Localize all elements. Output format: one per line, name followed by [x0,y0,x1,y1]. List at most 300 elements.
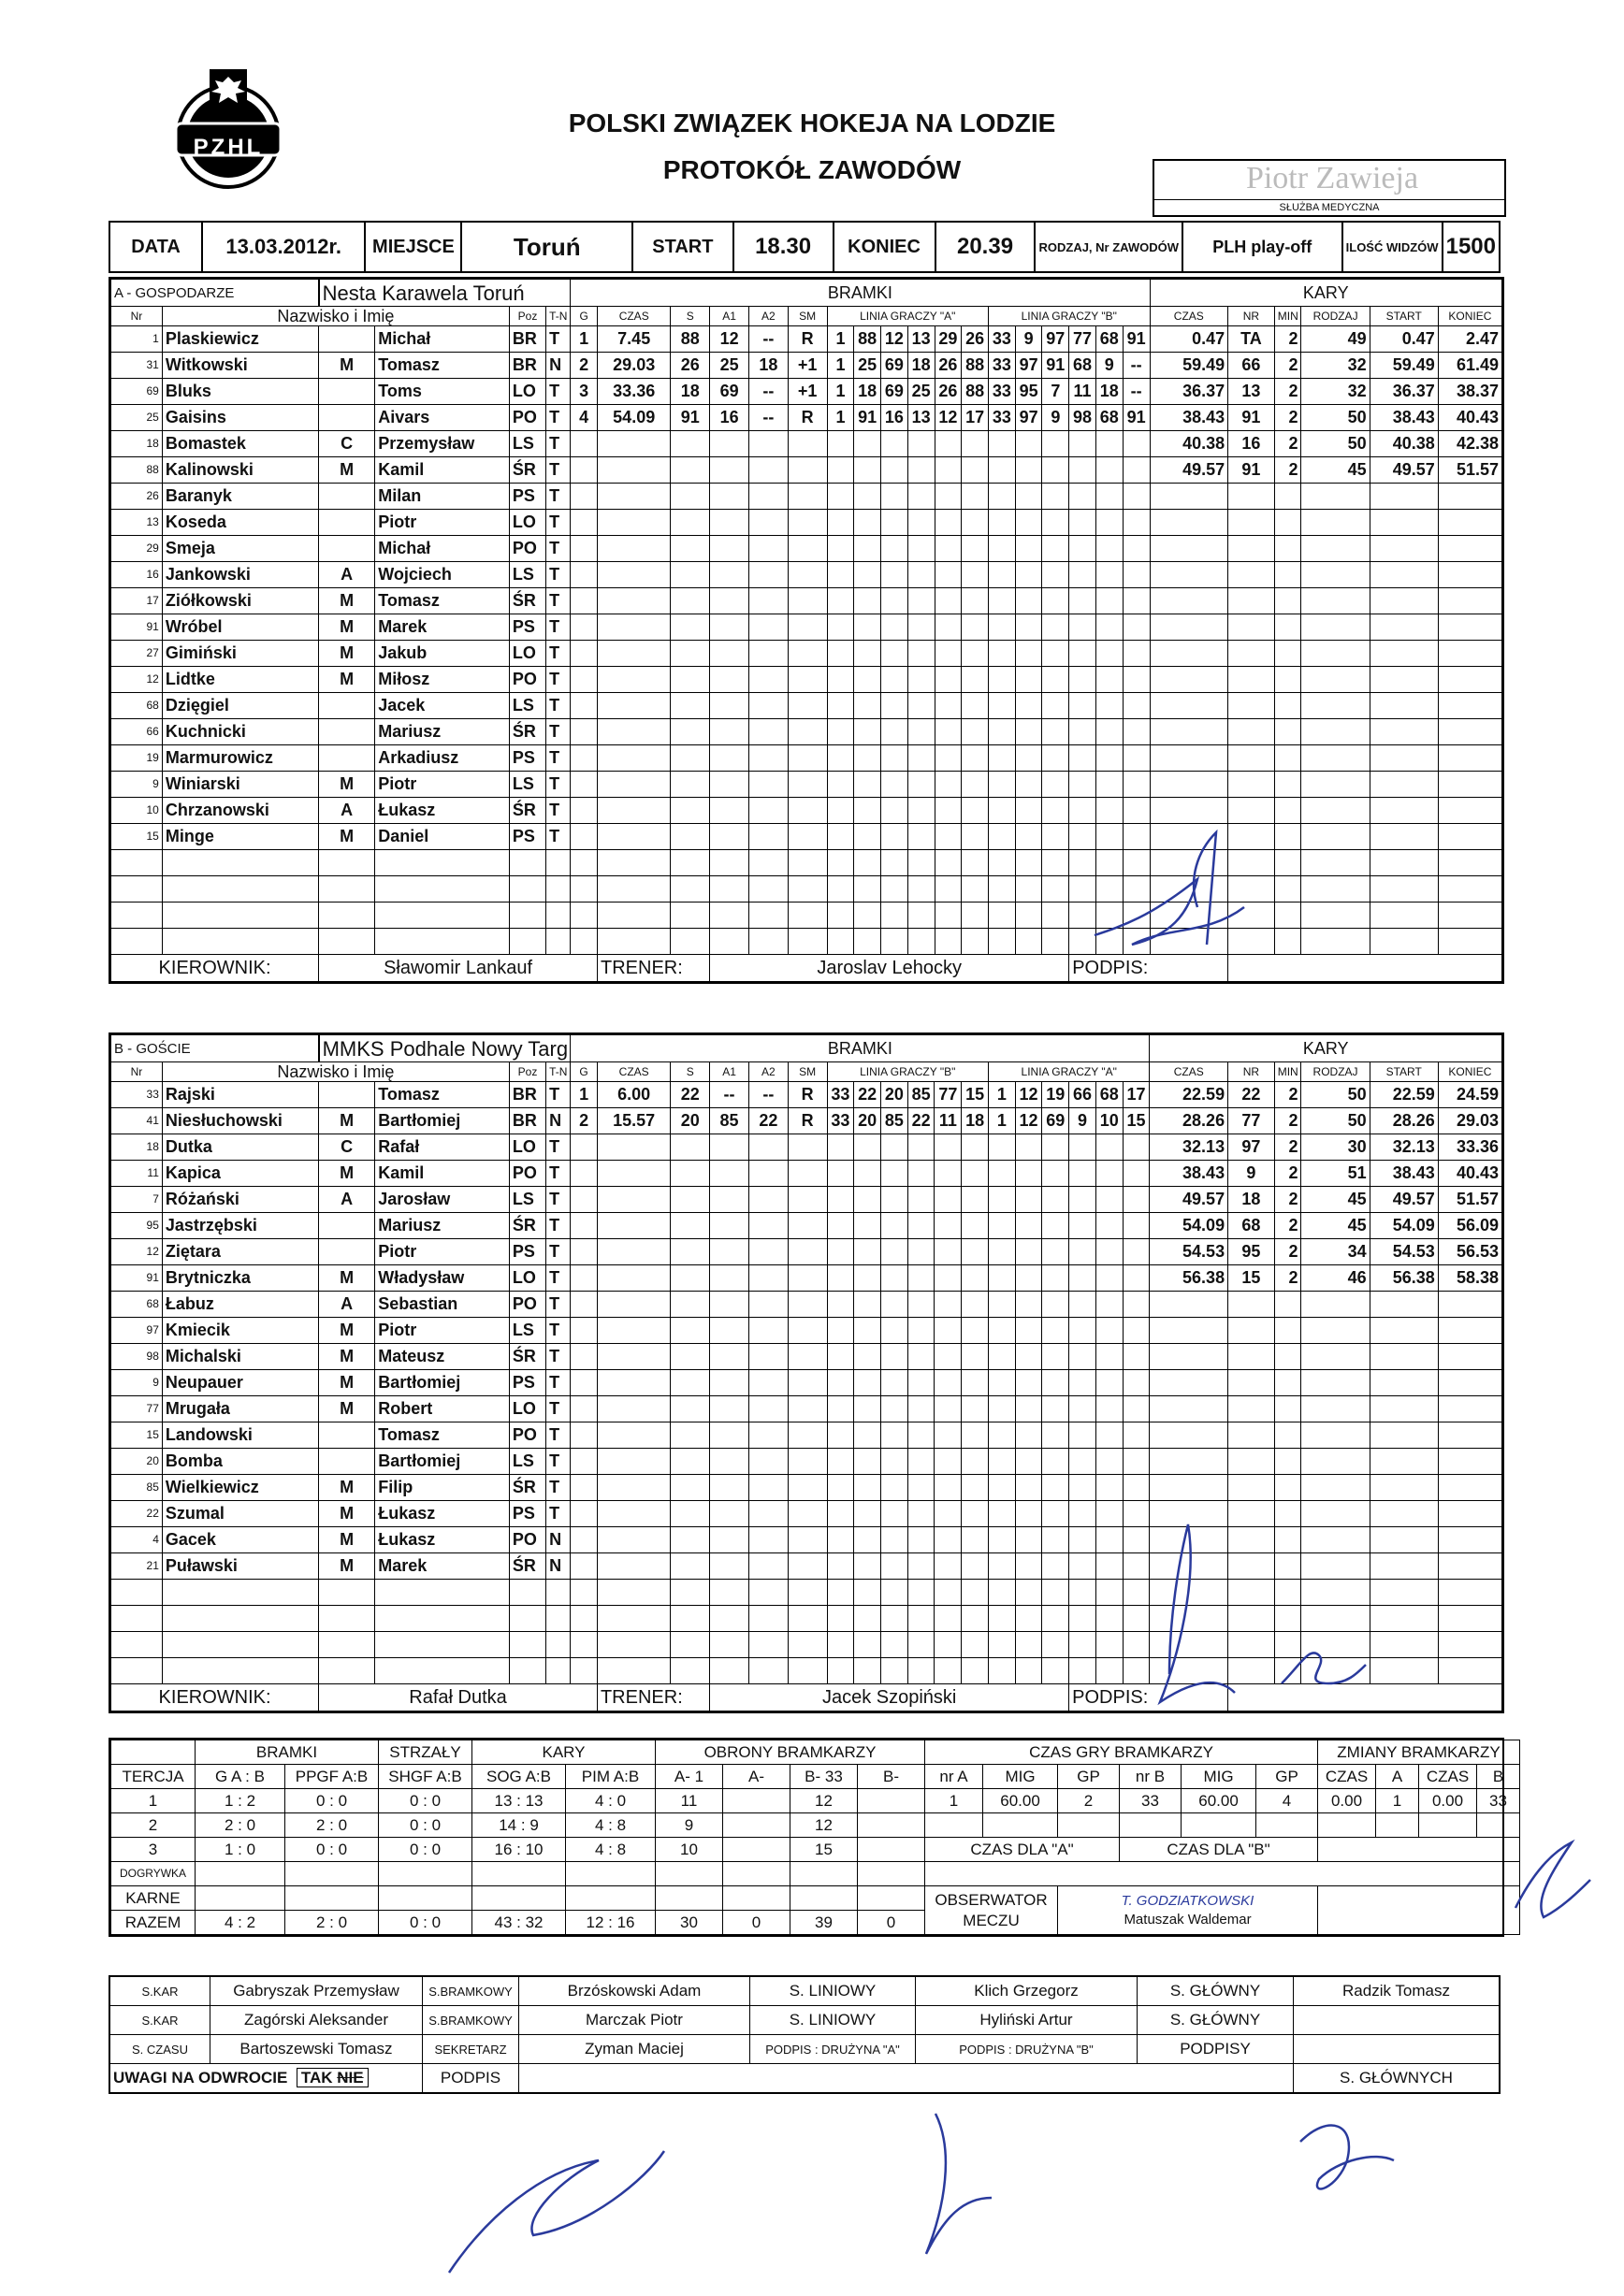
penalty-cell: 2 [1274,1082,1301,1108]
player-surname: Kalinowski [162,457,318,484]
teamB-side-label: B - GOŚCIE [111,1035,319,1062]
penalty-cell: 46 [1301,1265,1370,1292]
sum-col-sog: SOG A:B [472,1765,566,1789]
player-surname: Gacek [162,1527,318,1553]
table-row [111,379,1502,405]
goal-cell: 33.36 [598,379,671,405]
start-value: 18.30 [733,222,834,272]
player-number: 12 [111,1239,163,1265]
place-value: Toruń [461,222,632,272]
observer-box [1058,1886,1318,1935]
teamB-table [110,1034,1502,1711]
player-surname: Wielkiewicz [162,1475,318,1501]
col-name: Nazwisko i Imię [162,307,509,326]
sum-col-ppgf: PPGF A:B [285,1765,379,1789]
player-number: 11 [111,1161,163,1187]
player-surname: Gimiński [162,641,318,667]
player-firstname: Marek [375,614,510,641]
goal-cell: 13 [907,405,935,431]
player-position: PS [509,1501,545,1527]
teamA-goals-title: BRAMKI [571,280,1150,307]
player-marker [319,1213,375,1239]
player-position: LO [509,1396,545,1422]
player-firstname: Michał [375,326,510,353]
teamA-name: Nesta Karawela Toruń [319,280,571,307]
goal-cell: 33 [988,379,1015,405]
player-firstname: Bartłomiej [375,1108,510,1134]
player-number: 10 [111,798,163,824]
player-position: PO [509,1292,545,1318]
penalty-cell: 66 [1228,353,1275,379]
saves-cell: 11 [656,1789,723,1813]
total-pim: 12 : 16 [566,1911,656,1935]
table-row [111,588,1502,614]
player-tn: T [546,641,571,667]
goal-judge-2: Marczak Piotr [519,2006,750,2035]
goal-cell: 2 [571,353,598,379]
head-referee-1: Radzik Tomasz [1294,1976,1501,2006]
player-firstname: Mateusz [375,1344,510,1370]
teamB-signature-label: PODPIS: [1069,1684,1228,1711]
penalty-cell: 56.53 [1438,1239,1501,1265]
penalty-cell: 38.43 [1150,1161,1228,1187]
col-line-second: LINIA GRACZY "A" [988,1062,1150,1082]
player-firstname: Tomasz [375,1082,510,1108]
player-tn: T [546,1370,571,1396]
player-marker [319,719,375,745]
goal-cell: 85 [881,1108,908,1134]
goal-cell: 33 [988,326,1015,353]
penalty-cell: 2 [1274,1265,1301,1292]
table-row [111,850,1502,876]
col-tn: T-N [546,307,571,326]
penalty-cell: 34 [1301,1239,1370,1265]
player-position: LS [509,1318,545,1344]
table-row [111,1606,1502,1632]
player-surname: Marmurowicz [162,745,318,772]
penalty-cell: 0.47 [1370,326,1438,353]
player-surname: Witkowski [162,353,318,379]
table-row [111,614,1502,641]
player-tn: T [546,484,571,510]
sum-col-b33: B- 33 [790,1765,858,1789]
player-number: 13 [111,510,163,536]
ppg-pair: 2 : 0 [285,1813,379,1838]
sum-col-zb: B [1477,1765,1520,1789]
col-pen-min: MIN [1274,307,1301,326]
goal-cell: 2 [571,1108,598,1134]
penalty-cell: 50 [1301,1108,1370,1134]
player-marker: M [319,1161,375,1187]
pim-pair: 4 : 8 [566,1813,656,1838]
goal-cell: 3 [571,379,598,405]
player-position: BR [509,1082,545,1108]
goal-cell: 1 [827,326,854,353]
penalty-cell: 77 [1228,1108,1275,1134]
player-marker: C [319,1134,375,1161]
player-surname: Jankowski [162,562,318,588]
player-position: LO [509,1134,545,1161]
player-firstname: Michał [375,536,510,562]
penalty-cell: 22.59 [1150,1082,1228,1108]
player-number: 95 [111,1213,163,1239]
player-surname: Landowski [162,1422,318,1449]
player-number: 9 [111,1370,163,1396]
teamB-coach: Jacek Szopiński [710,1684,1069,1711]
player-marker: C [319,431,375,457]
ppg-pair: 0 : 0 [285,1789,379,1813]
penalty-cell: 24.59 [1438,1082,1501,1108]
player-number: 26 [111,484,163,510]
match-header-table [109,221,1501,273]
penalty-cell: 59.49 [1370,353,1438,379]
player-position: PS [509,1239,545,1265]
player-firstname: Łukasz [375,798,510,824]
penalty-cell: 51.57 [1438,457,1501,484]
player-position: PS [509,484,545,510]
player-number: 17 [111,588,163,614]
player-firstname: Piotr [375,1239,510,1265]
team-b-section [109,1032,1504,1713]
player-marker: M [319,824,375,850]
table-row [111,1318,1502,1344]
goal-cell: 7.45 [598,326,671,353]
goal-cell: 33 [988,353,1015,379]
penalty-cell: 49.57 [1150,457,1228,484]
goal-cell: 18 [748,353,788,379]
player-marker [319,536,375,562]
player-tn: T [546,1265,571,1292]
linesman-1: Klich Grzegorz [916,1976,1138,2006]
table-row [111,641,1502,667]
player-surname: Różański [162,1187,318,1213]
player-position: LS [509,1187,545,1213]
penalty-cell: 54.09 [1370,1213,1438,1239]
goal-cell: 11 [1069,379,1096,405]
teamB-manager: Rafał Dutka [319,1684,598,1711]
goals-pair: 1 : 2 [196,1789,285,1813]
player-tn: N [546,1553,571,1580]
player-number: 18 [111,431,163,457]
player-number: 66 [111,719,163,745]
penalty-cell: 2 [1274,457,1301,484]
col-pen-nr: NR [1228,1062,1275,1082]
timekeeper-label: S. CZASU [109,2035,210,2064]
player-position: PO [509,405,545,431]
col-sm: SM [788,1062,827,1082]
col-line-first: LINIA GRACZY "B" [827,1062,988,1082]
table-row [111,457,1502,484]
penalty-cell: 56.38 [1150,1265,1228,1292]
goal-cell: 18 [907,353,935,379]
goal-cell: 26 [671,353,710,379]
penalty-cell: 54.53 [1370,1239,1438,1265]
penalty-cell: 33.36 [1438,1134,1501,1161]
goal-cell: -- [1123,379,1150,405]
player-marker: M [319,667,375,693]
player-number: 68 [111,1292,163,1318]
protocol-title: PROTOKÓŁ ZAWODÓW [662,155,962,184]
penalty-cell: 59.49 [1150,353,1228,379]
penalty-cell: 45 [1301,1213,1370,1239]
player-surname: Kmiecik [162,1318,318,1344]
penalty-cell: 2.47 [1438,326,1501,353]
player-marker [319,1082,375,1108]
table-row [111,798,1502,824]
col-pen-type: RODZAJ [1301,307,1370,326]
player-number: 97 [111,1318,163,1344]
player-position: PO [509,536,545,562]
summary-table [110,1740,1520,1935]
table-row [111,510,1502,536]
goal-cell: 69 [1042,1108,1069,1134]
shots-pair: 13 : 13 [472,1789,566,1813]
change-b: 33 [1477,1789,1520,1813]
penalty-cell: 28.26 [1370,1108,1438,1134]
player-surname: Kapica [162,1161,318,1187]
penalty-cell: 38.43 [1150,405,1228,431]
saves-cell [723,1838,790,1862]
player-firstname: Łukasz [375,1527,510,1553]
player-position: ŚR [509,1213,545,1239]
col-line-second: LINIA GRACZY "B" [988,307,1150,326]
goal-cell: 17 [962,405,989,431]
player-tn: T [546,379,571,405]
player-tn: T [546,614,571,641]
time-for-a-label: CZAS DLA "A" [925,1838,1120,1862]
table-row [111,1187,1502,1213]
penalty-cell: 29.03 [1438,1108,1501,1134]
table-row [111,1553,1502,1580]
teamA-penalties-title: KARY [1150,280,1502,307]
player-surname: Szumal [162,1501,318,1527]
shots-pair: 16 : 10 [472,1838,566,1862]
penalty-cell: 38.43 [1370,1161,1438,1187]
player-firstname: Wojciech [375,562,510,588]
head-referee-2 [1294,2006,1501,2035]
date-value: 13.03.2012r. [202,222,365,272]
player-firstname: Mariusz [375,719,510,745]
shg-pair: 0 : 0 [379,1838,472,1862]
goal-cell: 12 [935,405,962,431]
saves-cell: 9 [656,1813,723,1838]
penalty-cell: 18 [1228,1187,1275,1213]
player-surname: Kuchnicki [162,719,318,745]
col-time: CZAS [598,307,671,326]
goal-cell: 7 [1042,379,1069,405]
goal-cell: 13 [907,326,935,353]
penalty-cell: 49.57 [1150,1187,1228,1213]
sum-penalties-title: KARY [472,1740,656,1765]
table-row [111,1501,1502,1527]
player-position: LS [509,693,545,719]
team-a-section [109,277,1504,984]
medical-service-box [1153,159,1506,217]
officials-table [109,1975,1501,2094]
match-type-value: PLH play-off [1182,222,1342,272]
saves-cell [858,1838,925,1862]
player-surname: Koseda [162,510,318,536]
head-referee-label: S. GŁÓWNY [1138,1976,1294,2006]
goal-cell: 29.03 [598,353,671,379]
player-firstname: Tomasz [375,353,510,379]
player-tn: N [546,1527,571,1553]
goal-cell: -- [748,405,788,431]
saves-cell: 12 [790,1813,858,1838]
sum-col-ga: G A : B [196,1765,285,1789]
sum-shots-title: STRZAŁY [379,1740,472,1765]
player-marker: M [319,1318,375,1344]
summary-row [111,1838,1520,1862]
penalty-cell: 2 [1274,1108,1301,1134]
player-tn: T [546,1475,571,1501]
gk-gp: 2 [1058,1789,1120,1813]
player-number: 91 [111,614,163,641]
start-label: START [632,222,733,272]
col-name: Nazwisko i Imię [162,1062,509,1082]
sum-col-a1: A- 1 [656,1765,723,1789]
goal-cell: R [788,1082,827,1108]
penalty-cell: 51.57 [1438,1187,1501,1213]
penalty-cell: 2 [1274,1187,1301,1213]
col-scorer: S [671,307,710,326]
player-tn: T [546,1213,571,1239]
medical-label: SŁUŻBA MEDYCZNA [1279,202,1380,213]
table-row [111,1396,1502,1422]
signatures-label: PODPISY [1138,2035,1294,2064]
player-marker [319,1422,375,1449]
table-row [111,1239,1502,1265]
goal-cell: 9 [1069,1108,1096,1134]
goal-cell: -- [748,326,788,353]
signature-team-a-label: PODPIS : DRUŻYNA "A" [750,2035,916,2064]
goal-cell: 10 [1095,1108,1123,1134]
player-position: LO [509,641,545,667]
table-row [111,719,1502,745]
sum-col-mig: MIG [983,1765,1058,1789]
table-row [111,1082,1502,1108]
summary-row [111,1789,1520,1813]
player-marker: M [319,353,375,379]
col-pen-end: KONIEC [1438,1062,1501,1082]
player-number: 15 [111,824,163,850]
player-marker: M [319,772,375,798]
player-marker: A [319,798,375,824]
penalty-cell: 54.53 [1150,1239,1228,1265]
goal-cell: -- [710,1082,749,1108]
sum-col-tercja: TERCJA [111,1765,196,1789]
player-number: 41 [111,1108,163,1134]
goal-cell: 88 [962,379,989,405]
table-row [111,326,1502,353]
player-position: PS [509,824,545,850]
goal-cell: +1 [788,353,827,379]
penalty-cell: 40.43 [1438,405,1501,431]
player-tn: T [546,745,571,772]
player-tn: T [546,536,571,562]
player-firstname: Robert [375,1396,510,1422]
referee-1: Gabryszak Przemysław [210,1976,423,2006]
player-number: 19 [111,745,163,772]
penalty-cell: 40.43 [1438,1161,1501,1187]
player-number: 21 [111,1553,163,1580]
player-firstname: Tomasz [375,588,510,614]
timekeeper: Bartoszewski Tomasz [210,2035,423,2064]
goal-cell: 22 [748,1108,788,1134]
player-tn: T [546,1134,571,1161]
penalty-cell: 91 [1228,405,1275,431]
player-number: 69 [111,379,163,405]
penalty-cell: 2 [1274,1213,1301,1239]
goal-cell: 97 [1042,326,1069,353]
player-tn: N [546,353,571,379]
col-pen-time: CZAS [1150,1062,1228,1082]
player-surname: Baranyk [162,484,318,510]
col-pen-start: START [1370,1062,1438,1082]
player-firstname: Kamil [375,1161,510,1187]
table-row [111,876,1502,903]
goal-cell: 12 [710,326,749,353]
player-position: PO [509,1527,545,1553]
player-firstname: Jacek [375,693,510,719]
goal-cell: 77 [1069,326,1096,353]
penalty-cell: 50 [1301,405,1370,431]
table-row [111,1344,1502,1370]
goal-cell: 33 [827,1082,854,1108]
penalty-cell: 9 [1228,1161,1275,1187]
player-marker: M [319,1475,375,1501]
col-tn: T-N [546,1062,571,1082]
goals-pair: 2 : 0 [196,1813,285,1838]
player-number: 33 [111,1082,163,1108]
gk-nra: 1 [925,1789,983,1813]
col-assist2: A2 [748,307,788,326]
remarks-label: UWAGI NA ODWROCIE [113,2069,288,2087]
total-ppg: 2 : 0 [285,1911,379,1935]
col-nr: Nr [111,307,163,326]
overtime-label: DOGRYWKA [111,1862,196,1886]
signature-team-b-label: PODPIS : DRUŻYNA "B" [916,2035,1138,2064]
goal-cell: 1 [571,326,598,353]
player-number: 4 [111,1527,163,1553]
goal-cell: 91 [1123,326,1150,353]
player-tn: T [546,431,571,457]
end-value: 20.39 [935,222,1036,272]
table-row [111,1213,1502,1239]
player-firstname: Marek [375,1553,510,1580]
sum-saves-title: OBRONY BRAMKARZY [656,1740,925,1765]
total-goals: 4 : 2 [196,1911,285,1935]
player-surname: Puławski [162,1553,318,1580]
player-marker [319,379,375,405]
spectators-label: ILOŚĆ WIDZÓW [1342,222,1443,272]
player-number: 7 [111,1187,163,1213]
player-marker: M [319,1396,375,1422]
player-position: BR [509,353,545,379]
goal-cell: 17 [1123,1082,1150,1108]
goal-cell: 12 [881,326,908,353]
table-row [111,1108,1502,1134]
teamA-manager-label: KIEROWNIK: [111,955,319,982]
player-firstname: Bartłomiej [375,1449,510,1475]
goal-cell: 18 [962,1108,989,1134]
player-surname: Mrugała [162,1396,318,1422]
player-firstname: Arkadiusz [375,745,510,772]
player-tn: T [546,1161,571,1187]
date-label: DATA [109,222,202,272]
goal-cell: 97 [1015,405,1042,431]
linesman-2: Hyliński Artur [916,2006,1138,2035]
